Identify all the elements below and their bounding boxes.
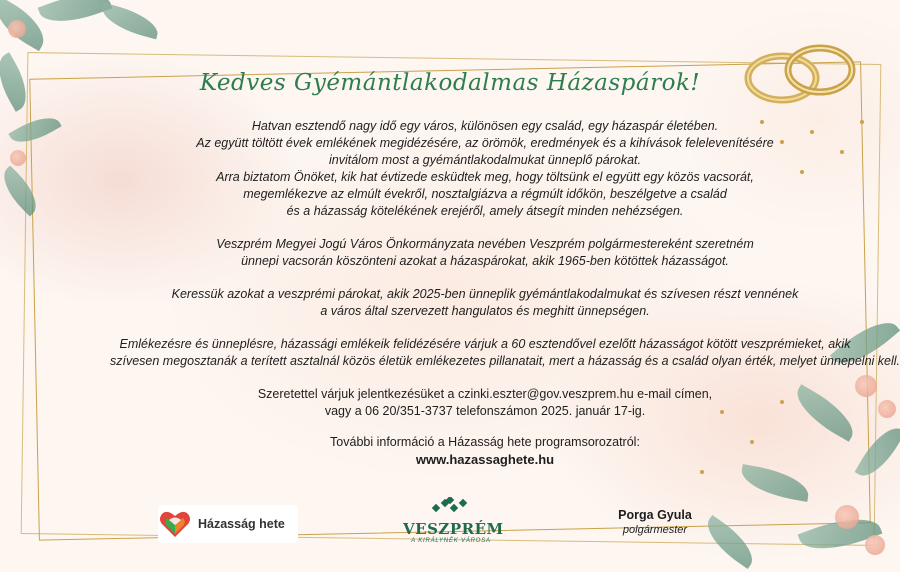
contact-info [110, 386, 860, 420]
text-line: Az együtt töltött évek emlékének megidézésére, az örömök, eredmények és a kihívások felelevenítésére [196, 136, 774, 150]
hazassag-hete-logo [158, 505, 298, 543]
flower-decoration [878, 400, 896, 418]
text-line: vagy a 06 20/351-3737 telefonszámon 2025. január 17-ig. [324, 404, 646, 418]
invitation-body [110, 118, 900, 482]
paragraph-memory [110, 336, 900, 370]
text-line: ünnepi vacsorán köszönteni azokat a házaspárokat, akik 1965-ben kötöttek házasságot. [241, 254, 729, 268]
flower-decoration [8, 20, 26, 38]
leaf-decoration [855, 420, 900, 484]
text-line: Emlékezésre és ünneplésre, házassági emlékeik felidézésére várjuk a 60 esztendővel ezelőtt házasságot kötött veszprémieket, akik [119, 337, 851, 351]
signer-name: Porga Gyula [618, 508, 692, 522]
hazassag-hete-heart-icon [158, 507, 192, 541]
text-line: megemlékezve az elmúlt évekről, nosztalgiázva a régmúlt időkön, beszélgetve a család [243, 187, 727, 201]
paragraph-search [110, 286, 860, 320]
veszprem-name: VESZPRÉM [403, 520, 504, 538]
veszprem-crown-icon [431, 497, 471, 513]
flower-decoration [865, 535, 885, 555]
flower-decoration [835, 505, 859, 529]
leaf-decoration [0, 166, 45, 217]
paragraph-intro [110, 118, 860, 220]
veszprem-subtitle: A KIRÁLYNÉK VÁROSA [411, 538, 491, 544]
veszprem-logo [403, 497, 504, 549]
text-line: a város által szervezett hangulatos és meghitt ünnepségen. [320, 304, 650, 318]
text-line: Keressük azokat a veszprémi párokat, akik 2025-ben ünneplik gyémántlakodalmukat és szívesen részt vennének [171, 287, 799, 301]
text-line: Veszprém Megyei Jogú Város Önkormányzata nevében Veszprém polgármestereként szeretném [216, 237, 754, 251]
text-line: Arra biztatom Önöket, kik hat évtizede esküdtek meg, hogy töltsünk el együtt egy közös vacsorát, [216, 170, 754, 184]
leaf-decoration [98, 3, 162, 40]
text-line: Szeretettel várjuk jelentkezésüket a czinki.eszter@gov.veszprem.hu e-mail címen, [257, 387, 713, 401]
text-line: Hatvan esztendő nagy idő egy város, különösen egy család, egy házaspár életében. [251, 119, 719, 133]
signer-title: polgármester [622, 524, 688, 536]
signature-block [590, 508, 720, 536]
text-line: További információ a Házasság hete programsorozatról: [330, 435, 640, 449]
flower-decoration [10, 150, 26, 166]
text-line: szívesen megosztanák a terített asztalnál közös életük emlékezetes pillanatait, mert a házasság és a család olyan érték, melyet ünnepelni kell. [110, 354, 900, 368]
more-info [110, 434, 860, 468]
hazassag-hete-text: Házasság hete [198, 517, 285, 531]
invitation-heading: Kedves Gyémántlakodalmas Házaspárok! [199, 70, 701, 96]
gold-dot [860, 120, 864, 124]
leaf-decoration [38, 0, 113, 32]
text-line: invitálom most a gyémántlakodalmukat ünneplő párokat. [329, 153, 641, 167]
website-link[interactable]: www.hazassaghete.hu [415, 452, 555, 467]
text-line: és a házasság kötelékének erejéről, amely átsegít minden nehézségen. [286, 204, 684, 218]
paragraph-mayor [110, 236, 860, 270]
leaf-decoration [8, 109, 61, 151]
